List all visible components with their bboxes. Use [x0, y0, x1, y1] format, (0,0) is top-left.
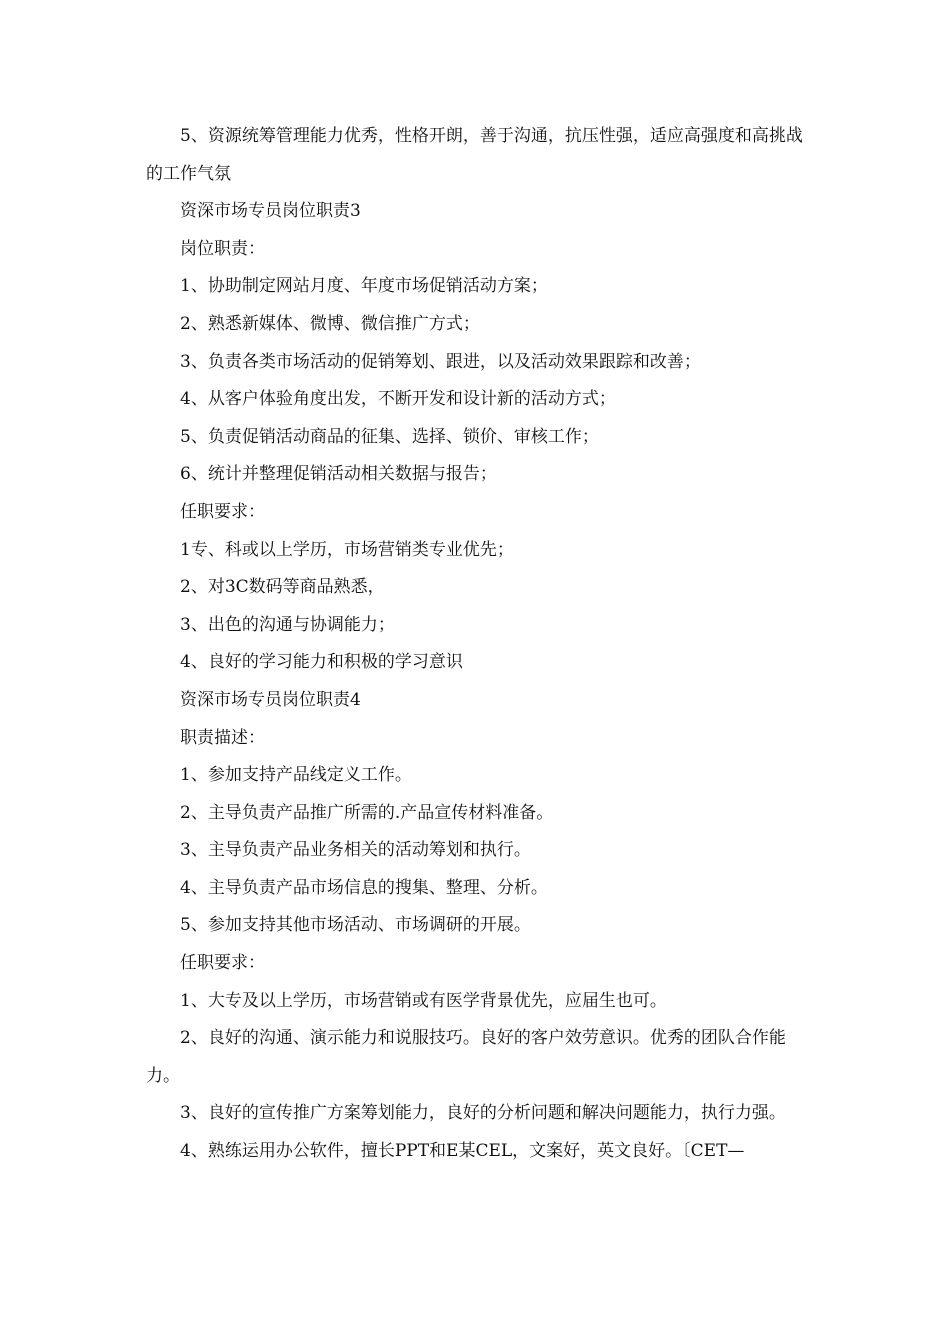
list-item: 3、主导负责产品业务相关的活动筹划和执行。 — [180, 840, 531, 861]
list-item: 4、良好的学习能力和积极的学习意识 — [180, 652, 463, 673]
list-item: 3、负责各类市场活动的促销筹划、跟进，以及活动效果跟踪和改善； — [180, 351, 701, 372]
list-item: 2、主导负责产品推广所需的.产品宣传材料准备。 — [180, 802, 554, 823]
list-item: 2、良好的沟通、演示能力和说服技巧。良好的客户效劳意识。优秀的团队合作能力。 — [146, 1028, 786, 1086]
list-item: 4、从客户体验角度出发，不断开发和设计新的活动方式； — [180, 389, 616, 410]
list-item: 1、协助制定网站月度、年度市场促销活动方案； — [180, 276, 548, 297]
list-item: 1专、科或以上学历，市场营销类专业优先； — [180, 539, 514, 560]
list-item: 4、熟练运用办公软件，擅长PPT和E某CEL，文案好，英文良好。〔CET— — [180, 1141, 745, 1162]
subheading-description: 职责描述： — [180, 727, 265, 748]
document-body — [146, 118, 806, 1171]
list-item: 3、出色的沟通与协调能力； — [180, 614, 395, 635]
paragraph-resource-skills: 5、资源统筹管理能力优秀，性格开朗，善于沟通，抗压性强，适应高强度和高挑战的工作气氛 — [146, 126, 803, 184]
section-heading-3: 资深市场专员岗位职责3 — [180, 201, 361, 222]
list-item: 6、统计并整理促销活动相关数据与报告； — [180, 464, 497, 485]
subheading-requirements: 任职要求： — [180, 953, 265, 974]
list-item: 2、对3C数码等商品熟悉， — [180, 577, 385, 598]
list-item: 2、熟悉新媒体、微博、微信推广方式； — [180, 313, 480, 334]
subheading-requirements: 任职要求： — [180, 501, 265, 522]
list-item: 1、大专及以上学历，市场营销或有医学背景优先，应届生也可。 — [180, 990, 667, 1011]
list-item: 1、参加支持产品线定义工作。 — [180, 765, 412, 786]
list-item: 5、参加支持其他市场活动、市场调研的开展。 — [180, 915, 531, 936]
list-item: 5、负责促销活动商品的征集、选择、锁价、审核工作； — [180, 426, 599, 447]
subheading-duties: 岗位职责： — [180, 238, 265, 259]
section-heading-4: 资深市场专员岗位职责4 — [180, 689, 361, 710]
list-item: 3、良好的宣传推广方案筹划能力，良好的分析问题和解决问题能力，执行力强。 — [180, 1103, 786, 1124]
list-item: 4、主导负责产品市场信息的搜集、整理、分析。 — [180, 877, 548, 898]
